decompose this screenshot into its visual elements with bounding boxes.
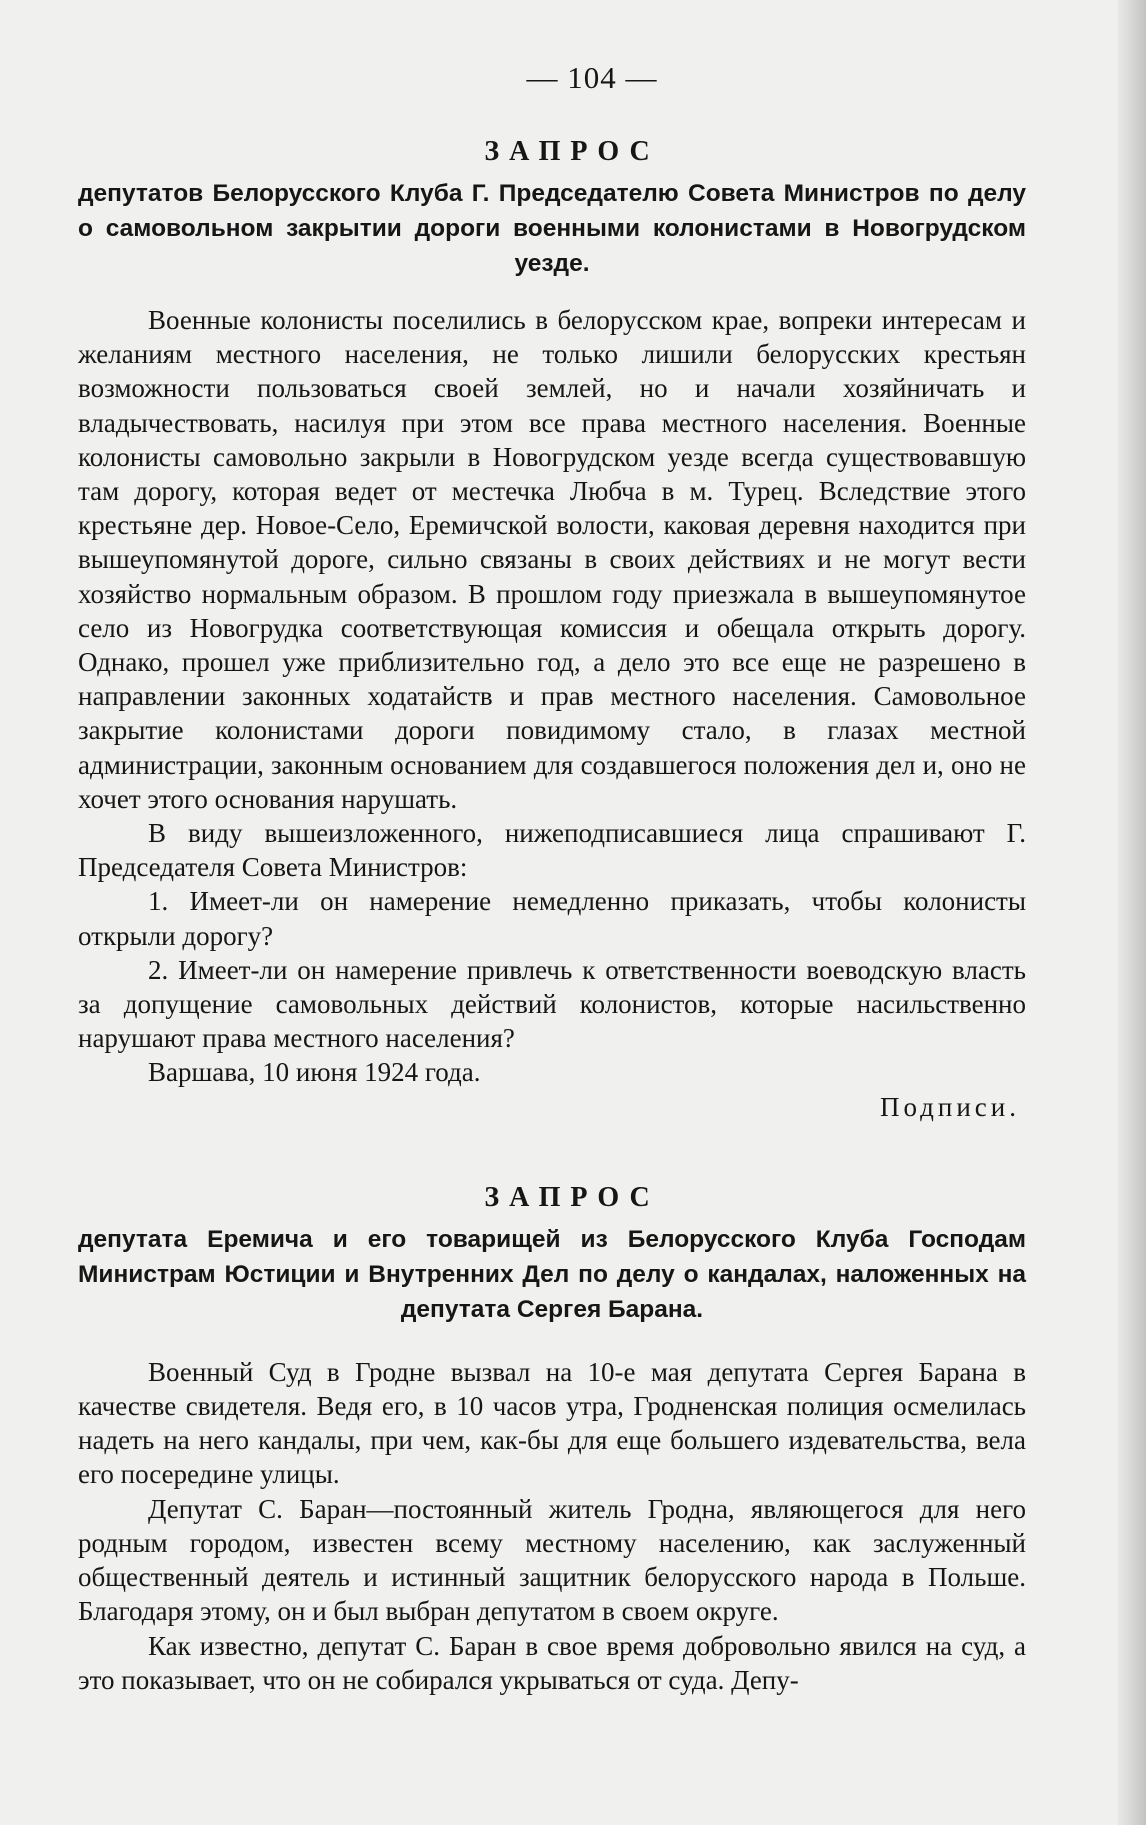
book-spine-shadow (1118, 0, 1146, 1825)
inquiry-2-heading: ЗАПРОС (484, 1181, 660, 1213)
inquiry-1-dateline: Варшава, 10 июня 1924 года. (148, 1057, 481, 1088)
inquiry-1-question-1: 1. Имеет-ли он намерение немедленно приказать, чтобы колонисты открыли дорогу? (78, 886, 1026, 951)
inquiry-1-subtitle: депутатов Белорусского Клуба Г. Председателю Совета Министров по делу о самовольном закрытии дороги военными колонистами в Новогрудском уезде. (78, 180, 1026, 277)
inquiry-1-paragraph-2: В виду вышеизложенного, нижеподписавшиеся лица спрашивают Г. Председателя Совета Министров: (78, 818, 1026, 883)
inquiry-2-subtitle: депутата Еремича и его товарищей из Белорусского Клуба Господам Министрам Юстиции и Внутренних Дел по делу о кандалах, наложенных на депутата Сергея Барана. (78, 1225, 1026, 1323)
inquiry-1-heading: ЗАПРОС (484, 136, 660, 167)
page-content (78, 60, 1026, 1697)
inquiry-1-signatures: Подписи. (879, 1091, 1020, 1122)
inquiry-2-paragraph-2: Депутат С. Баран—постоянный житель Гродна, являющегося для него родным городом, известен всему местному населению, как заслуженный общественный деятель и истинный защитник белорусского народа в Польше. Благодаря этому, он и был выбран депутатом в своем округе. (78, 1493, 1026, 1627)
inquiry-1-question-2: 2. Имеет-ли он намерение привлечь к ответственности воеводскую власть за допущение самовольных действий колонистов, которые насильственно нарушают права местного населения? (78, 954, 1026, 1054)
inquiry-2-paragraph-1: Военный Суд в Гродне вызвал на 10-е мая депутата Сергея Барана в качестве свидетеля. Ведя его, в 10 часов утра, Гродненская полиция осмелилась надеть на него кандалы, при чем, как-бы для еще большего издевательства, вела его посередине улицы. (78, 1356, 1026, 1490)
inquiry-1 (78, 136, 1026, 1124)
inquiry-2 (78, 1182, 1026, 1697)
inquiry-1-paragraph-1: Военные колонисты поселились в белорусском крае, вопреки интересам и желаниям местного населения, не только лишили белорусских крестьян возможности пользоваться своей землей, но и начали хозяйничать и владычествовать, насилуя при этом все права местного населения. Военные колонисты самовольно закрыли в Новогрудском уезде всегда существовавшую там дорогу, которая ведет от местечка Любча в м. Турец. Вследствие этого крестьяне дер. Новое-Село, Еремичской волости, каковая деревня находится при вышеупомянутой дороге, сильно связаны в своих действиях и не могут вести хозяйство нормальным образом. В прошлом году приезжала в вышеупомянутое село из Новогрудка соответствующая комиссия и обещала открыть дорогу. Однако, прошел уже приблизительно год, а дело это все еще не разрешено в направлении законных ходатайств и прав местного населения. Самовольное закрытие колонистами дороги повидимому стало, в глазах местной администрации, законным основанием для создавшегося положения дел и, оно не хочет этого основания нарушать. (78, 305, 1026, 814)
page-number: — 104 — (526, 60, 658, 95)
inquiry-2-paragraph-3: Как известно, депутат С. Баран в свое время добровольно явился на суд, а это показывает, что он не собирался укрываться от суда. Депу- (78, 1630, 1026, 1695)
